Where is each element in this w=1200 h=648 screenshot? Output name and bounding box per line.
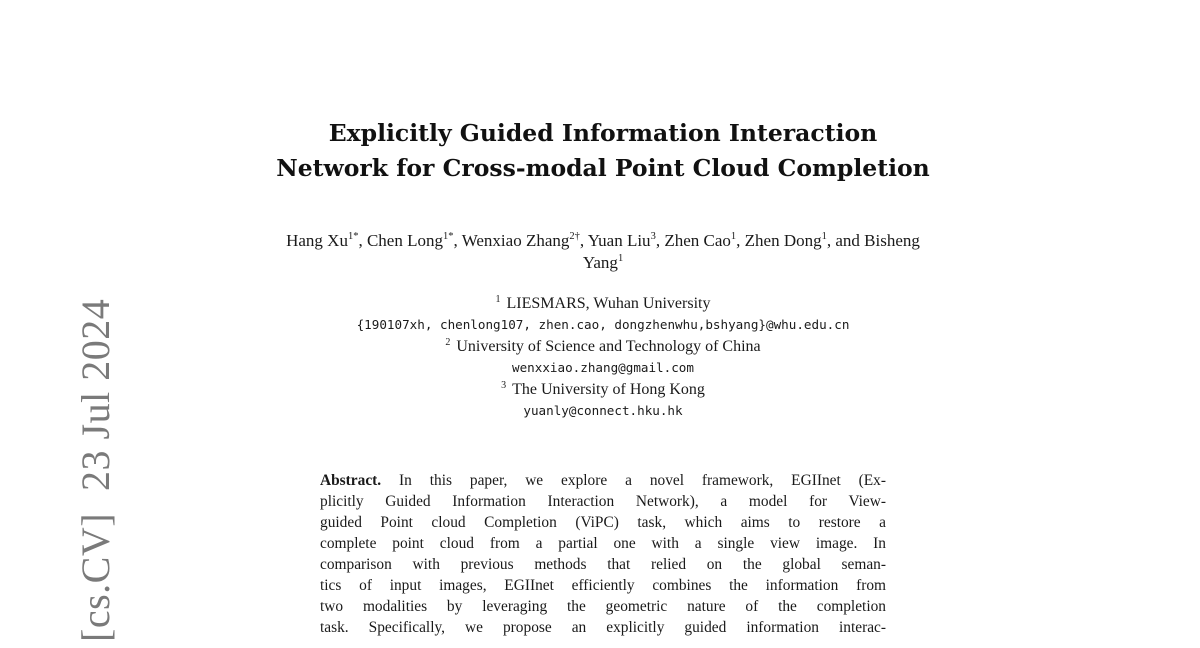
affiliation: $^3$ The University of Hong Kong [501,379,705,398]
author: Hang $Xu^{1*}$, [286,231,367,250]
title-line-2: Network for Cross-modal Point Cloud Completion [276,154,930,182]
affiliation: $^2$ University of Science and Technology of China [445,336,761,355]
abstract-line: Abstract. In this paper, we explore a novel framework, EGIInet (Ex- [320,472,886,489]
author: Wenxiao Zhang$^{2\dagger}$, [461,231,588,250]
abstract-line: two modalities by leveraging the geometric nature of the completion [320,598,886,615]
paper-title [200,116,1006,186]
arxiv-date: 23 Jul 2024 [73,298,118,491]
affiliation-email[interactable]: wenxxiao.zhang@gmail.com [512,360,694,376]
abstract-keyword: Abstract. [320,472,382,489]
abstract-line: tics of input images, EGIInet efficiently combines the information from [320,577,886,594]
author: Zhen Cao$^1$, [664,231,745,250]
affiliation-email[interactable]: yuanly@connect.hku.hk [523,403,683,419]
author: Zhen Dong$^1$, and [744,231,865,250]
affiliation-email[interactable]: {190107xh, chenlong107, zhen.cao, dongzhenwhu,bshyang}@whu.edu.cn [356,317,850,333]
author: Yuan Liu$^3$, [587,231,665,250]
title-line-1: Explicitly Guided Information Interaction [328,119,878,147]
abstract-line: plicitly Guided Information Interaction Network), a model for View- [320,493,886,510]
abstract-line: task. Specifically, we propose an explicitly guided information interac- [320,619,886,636]
abstract-line: complete point cloud from a partial one with a single view image. In [320,535,886,552]
affiliation: $^1$ LIESMARS, Wuhan University [495,294,711,312]
author: Bisheng Yang$^1$ [582,231,920,272]
arxiv-category: [cs.CV] [73,512,118,642]
arxiv-stamp [72,299,119,642]
abstract [320,470,886,638]
author: Chen Long$^{1*}$, [366,231,462,250]
abstract-line: comparison with previous methods that relied on the global seman- [320,556,886,573]
author-list [270,230,936,274]
abstract-line: guided Point cloud Completion (ViPC) task, which aims to restore a [320,514,886,531]
affiliation-list [200,293,1006,421]
